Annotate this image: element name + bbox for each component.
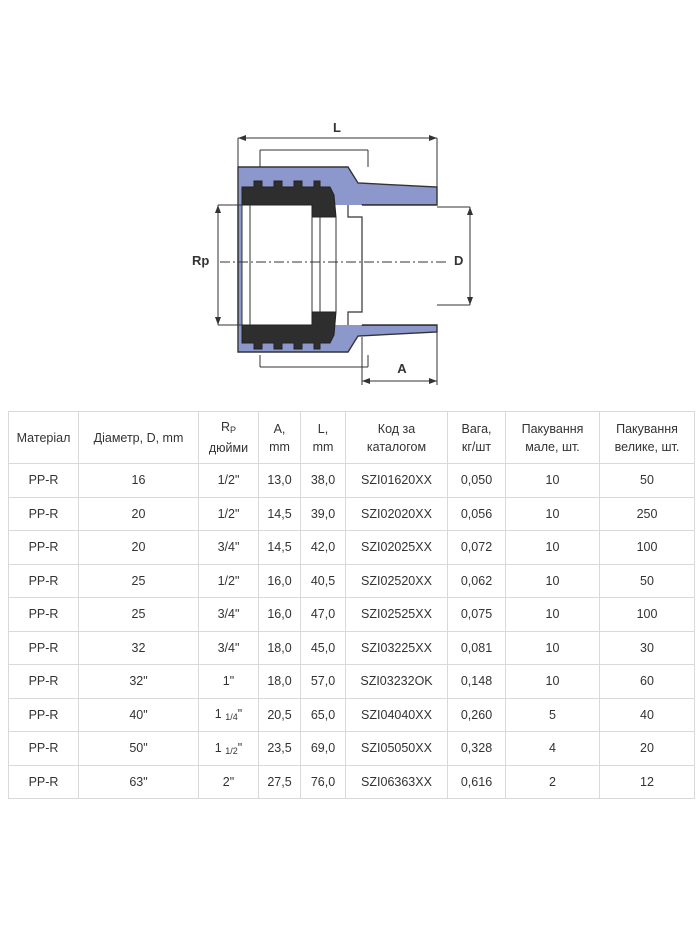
cell-diameter: 40" bbox=[79, 698, 199, 732]
cell-material: PP-R bbox=[9, 598, 79, 632]
cell-rp: 1/2" bbox=[199, 464, 259, 498]
cell-diameter: 20 bbox=[79, 497, 199, 531]
cell-weight: 0,616 bbox=[448, 765, 506, 799]
cell-pack-small: 4 bbox=[506, 732, 600, 766]
cell-code: SZI02020XX bbox=[346, 497, 448, 531]
cell-l: 39,0 bbox=[301, 497, 346, 531]
label-L: L bbox=[333, 120, 341, 135]
header-rp: $R_P$ дюйми bbox=[199, 412, 259, 464]
label-D: D bbox=[454, 253, 464, 268]
cell-code: SZI02525XX bbox=[346, 598, 448, 632]
cell-a: 14,5 bbox=[259, 497, 301, 531]
cell-a: 27,5 bbox=[259, 765, 301, 799]
cell-weight: 0,072 bbox=[448, 531, 506, 565]
cell-rp: 2" bbox=[199, 765, 259, 799]
cell-a: 16,0 bbox=[259, 564, 301, 598]
header-weight: Вага, кг/шт bbox=[448, 412, 506, 464]
cell-weight: 0,075 bbox=[448, 598, 506, 632]
cell-diameter: 63" bbox=[79, 765, 199, 799]
cell-a: 14,5 bbox=[259, 531, 301, 565]
cell-weight: 0,062 bbox=[448, 564, 506, 598]
cell-a: 23,5 bbox=[259, 732, 301, 766]
header-a: A, mm bbox=[259, 412, 301, 464]
cell-a: 18,0 bbox=[259, 631, 301, 665]
cell-pack-large: 50 bbox=[600, 464, 695, 498]
cell-material: PP-R bbox=[9, 698, 79, 732]
table-row bbox=[9, 531, 695, 565]
cell-material: PP-R bbox=[9, 564, 79, 598]
cell-code: SZI03232OK bbox=[346, 665, 448, 699]
cell-code: SZI02520XX bbox=[346, 564, 448, 598]
cell-material: PP-R bbox=[9, 531, 79, 565]
cell-diameter: 32 bbox=[79, 631, 199, 665]
cell-a: 18,0 bbox=[259, 665, 301, 699]
cell-rp: 1/2" bbox=[199, 497, 259, 531]
table-row bbox=[9, 698, 695, 732]
cell-rp: 1" bbox=[199, 665, 259, 699]
cell-l: 57,0 bbox=[301, 665, 346, 699]
cell-a: 13,0 bbox=[259, 464, 301, 498]
cell-rp: 3/4" bbox=[199, 598, 259, 632]
cell-code: SZI03225XX bbox=[346, 631, 448, 665]
cell-l: 40,5 bbox=[301, 564, 346, 598]
label-A: A bbox=[397, 361, 407, 376]
cell-material: PP-R bbox=[9, 732, 79, 766]
cell-pack-large: 50 bbox=[600, 564, 695, 598]
cell-pack-large: 100 bbox=[600, 531, 695, 565]
cell-weight: 0,148 bbox=[448, 665, 506, 699]
cell-rp: 3/4" bbox=[199, 531, 259, 565]
cell-a: 16,0 bbox=[259, 598, 301, 632]
cell-pack-small: 10 bbox=[506, 598, 600, 632]
fitting-bore bbox=[242, 205, 437, 325]
table-row bbox=[9, 765, 695, 799]
table-row bbox=[9, 732, 695, 766]
cell-pack-small: 10 bbox=[506, 631, 600, 665]
cell-a: 20,5 bbox=[259, 698, 301, 732]
cell-pack-small: 2 bbox=[506, 765, 600, 799]
cell-rp: 1/2" bbox=[199, 564, 259, 598]
cell-code: SZI01620XX bbox=[346, 464, 448, 498]
cell-diameter: 25 bbox=[79, 564, 199, 598]
cell-code: SZI05050XX bbox=[346, 732, 448, 766]
table-row bbox=[9, 564, 695, 598]
cell-weight: 0,081 bbox=[448, 631, 506, 665]
cell-pack-large: 40 bbox=[600, 698, 695, 732]
cell-weight: 0,328 bbox=[448, 732, 506, 766]
cell-pack-large: 20 bbox=[600, 732, 695, 766]
cell-pack-large: 12 bbox=[600, 765, 695, 799]
table-row bbox=[9, 598, 695, 632]
cell-pack-small: 5 bbox=[506, 698, 600, 732]
cell-rp: 1 $_{1/2}$" bbox=[199, 732, 259, 766]
cell-l: 69,0 bbox=[301, 732, 346, 766]
header-material: Матеріал bbox=[9, 412, 79, 464]
cell-code: SZI04040XX bbox=[346, 698, 448, 732]
cell-code: SZI06363XX bbox=[346, 765, 448, 799]
cell-l: 42,0 bbox=[301, 531, 346, 565]
header-pack-large: Пакування велике, шт. bbox=[600, 412, 695, 464]
cell-pack-large: 60 bbox=[600, 665, 695, 699]
cell-diameter: 50" bbox=[79, 732, 199, 766]
cell-pack-large: 30 bbox=[600, 631, 695, 665]
cell-pack-large: 250 bbox=[600, 497, 695, 531]
cell-diameter: 20 bbox=[79, 531, 199, 565]
cell-material: PP-R bbox=[9, 631, 79, 665]
cell-code: SZI02025XX bbox=[346, 531, 448, 565]
table-row bbox=[9, 665, 695, 699]
table-row bbox=[9, 464, 695, 498]
cell-rp: 1 $_{1/4}$" bbox=[199, 698, 259, 732]
cell-material: PP-R bbox=[9, 497, 79, 531]
fitting-diagram bbox=[180, 105, 480, 395]
cell-l: 45,0 bbox=[301, 631, 346, 665]
cell-material: PP-R bbox=[9, 464, 79, 498]
cell-diameter: 16 bbox=[79, 464, 199, 498]
cell-weight: 0,260 bbox=[448, 698, 506, 732]
cell-diameter: 25 bbox=[79, 598, 199, 632]
cell-pack-small: 10 bbox=[506, 497, 600, 531]
cell-pack-small: 10 bbox=[506, 564, 600, 598]
table-header-row bbox=[9, 412, 695, 464]
dimension-A bbox=[362, 332, 437, 385]
cell-rp: 3/4" bbox=[199, 631, 259, 665]
header-code: Код за каталогом bbox=[346, 412, 448, 464]
cell-weight: 0,050 bbox=[448, 464, 506, 498]
cell-weight: 0,056 bbox=[448, 497, 506, 531]
cell-l: 65,0 bbox=[301, 698, 346, 732]
cell-pack-small: 10 bbox=[506, 464, 600, 498]
cell-pack-large: 100 bbox=[600, 598, 695, 632]
cell-l: 38,0 bbox=[301, 464, 346, 498]
cell-pack-small: 10 bbox=[506, 531, 600, 565]
table-row bbox=[9, 631, 695, 665]
spec-table bbox=[8, 411, 695, 799]
label-Rp: Rp bbox=[192, 253, 210, 268]
header-pack-small: Пакування мале, шт. bbox=[506, 412, 600, 464]
table-row bbox=[9, 497, 695, 531]
header-l: L, mm bbox=[301, 412, 346, 464]
cell-l: 76,0 bbox=[301, 765, 346, 799]
header-diameter: Діаметр, D, mm bbox=[79, 412, 199, 464]
cell-pack-small: 10 bbox=[506, 665, 600, 699]
cell-l: 47,0 bbox=[301, 598, 346, 632]
cell-material: PP-R bbox=[9, 765, 79, 799]
cell-material: PP-R bbox=[9, 665, 79, 699]
cell-diameter: 32" bbox=[79, 665, 199, 699]
